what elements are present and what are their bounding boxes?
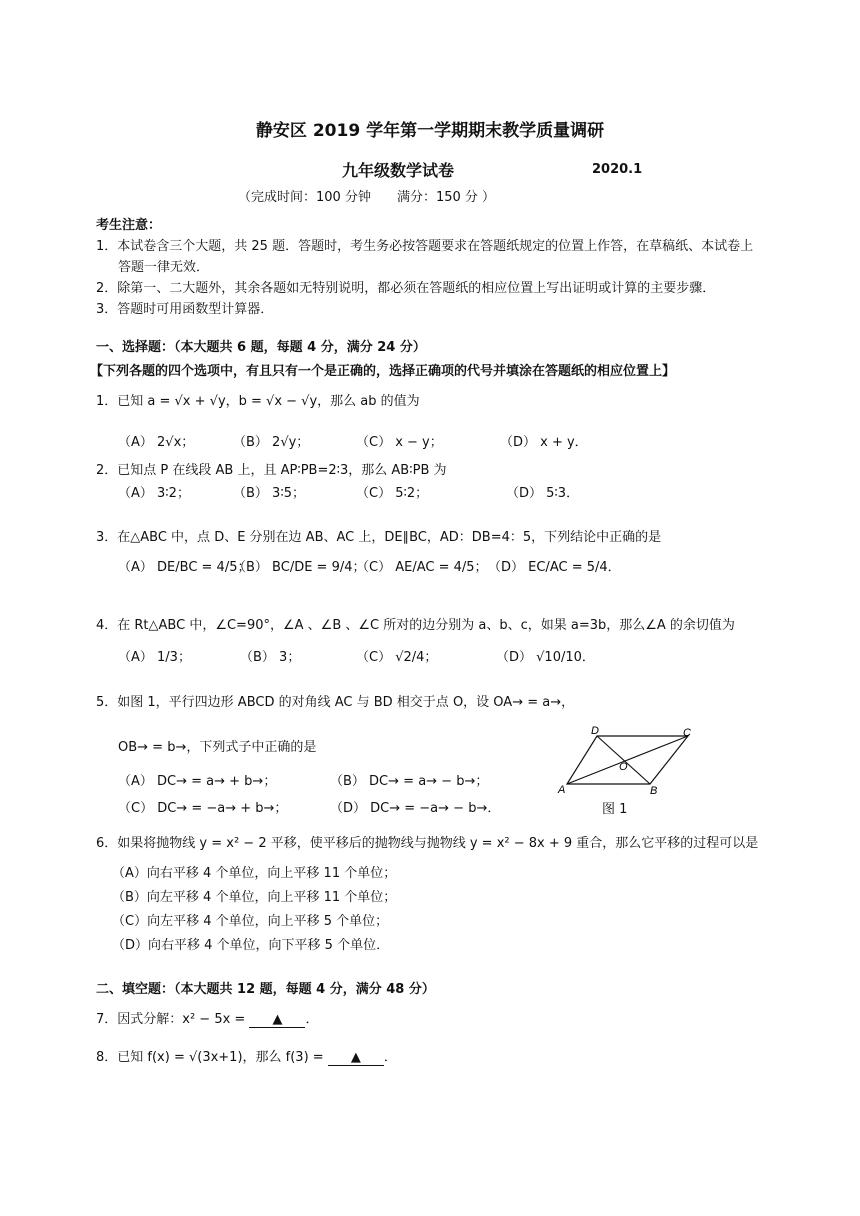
q7-stem: 7．因式分解：x² − 5x = (96, 1012, 246, 1027)
q8-stem: 8．已知 f(x) = √(3x+1)，那么 f(3) = (96, 1050, 324, 1065)
q4-option-a: （A） 1/3； (118, 650, 191, 665)
note-1: 1．本试卷含三个大题，共 25 题．答题时，考生务必按答题要求在答题纸规定的位置上作答，在草稿纸、本试卷上 (96, 239, 754, 254)
exam-subtitle: 九年级数学试卷 (342, 161, 455, 180)
page-title: 静安区 2019 学年第一学期期末教学质量调研 (255, 121, 605, 141)
q3-stem: 3．在△ABC 中，点 D、E 分别在边 AB、AC 上，DE∥BC，AD：DB=4：5，下列结论中正确的是 (96, 530, 662, 545)
q5-stem-2: OB→ = b→，下列式子中正确的是 (118, 740, 317, 755)
figure-caption: 图 1 (602, 802, 628, 817)
notes-heading: 考生注意： (96, 218, 162, 233)
exam-date: 2020.1 (592, 162, 643, 177)
label-b: B (650, 785, 658, 797)
label-a: A (558, 784, 566, 796)
q7-end: ． (305, 1012, 319, 1027)
q6-option-c: （C）向左平移 4 个单位，向上平移 5 个单位； (112, 914, 389, 929)
q3-option-d: （D） EC/AC = 5/4． (488, 560, 621, 575)
diagonal-ac (567, 736, 688, 784)
q2-stem: 2．已知点 P 在线段 AB 上，且 AP∶PB=2∶3，那么 AB∶PB 为 (96, 463, 447, 478)
section1-instruction: 【下列各题的四个选项中，有且只有一个是正确的，选择正确项的代号并填涂在答题纸的相应位置上】 (90, 364, 676, 379)
q2-option-c: （C） 5∶2； (356, 486, 429, 501)
q6-stem: 6．如果将抛物线 y = x² − 2 平移，使平移后的抛物线与抛物线 y = x² − 8x + 9 重合，那么它平移的过程可以是 (96, 836, 759, 851)
q4-option-c: （C） √2/4； (356, 650, 438, 665)
label-o: O (619, 761, 628, 773)
q5-option-d: （D） DC→ = −a→ − b→． (330, 801, 501, 816)
q2-option-d: （D） 5∶3． (506, 486, 580, 501)
q6-option-a: （A）向右平移 4 个单位，向上平移 11 个单位； (112, 866, 397, 881)
q7-answer-blank: ▲ (249, 1012, 305, 1028)
q4-option-d: （D） √10/10． (496, 650, 595, 665)
q1-stem: 1．已知 a = √x + √y，b = √x − √y，那么 ab 的值为 (96, 394, 420, 409)
q8-end: ． (383, 1050, 397, 1065)
time-info: （完成时间：100 分钟 满分：150 分 ） (238, 190, 496, 205)
q5-option-b: （B） DC→ = a→ − b→； (330, 774, 489, 789)
q4-option-b: （B） 3； (240, 650, 301, 665)
q6-option-d: （D）向右平移 4 个单位，向下平移 5 个单位． (112, 938, 390, 953)
diagonal-bd (597, 736, 650, 784)
label-d: D (591, 725, 599, 737)
q1-option-b: （B） 2√y； (233, 435, 310, 450)
q1-option-a: （A） 2√x； (118, 435, 195, 450)
parallelogram-figure (555, 724, 705, 800)
q3-option-a: （A） DE/BC = 4/5； (118, 560, 251, 575)
note-1-cont: 答题一律无效． (118, 260, 210, 275)
note-3: 3．答题时可用函数型计算器． (96, 302, 274, 317)
q1-option-c: （C） x − y； (356, 435, 443, 450)
q2-option-b: （B） 3∶5； (233, 486, 305, 501)
section2-heading: 二、填空题：（本大题共 12 题，每题 4 分，满分 48 分） (96, 982, 435, 997)
q4-stem: 4．在 Rt△ABC 中，∠C=90°，∠A 、∠B 、∠C 所对的边分别为 a、b、c，如果 a=3b，那么∠A 的余切值为 (96, 618, 735, 633)
q3-option-c: （C） AE/AC = 4/5； (356, 560, 488, 575)
q8-line (96, 1046, 397, 1066)
q6-option-b: （B）向左平移 4 个单位，向上平移 11 个单位； (112, 890, 397, 905)
q5-stem-1: 5．如图 1，平行四边形 ABCD 的对角线 AC 与 BD 相交于点 O，设 OA→ = a→， (96, 695, 575, 710)
label-c: C (683, 727, 691, 739)
q8-answer-blank: ▲ (328, 1050, 384, 1066)
q2-option-a: （A） 3∶2； (118, 486, 190, 501)
q5-option-a: （A） DC→ = a→ + b→； (118, 774, 277, 789)
q1-option-d: （D） x + y． (500, 435, 588, 450)
q5-option-c: （C） DC→ = −a→ + b→； (118, 801, 288, 816)
q7-line (96, 1008, 318, 1028)
q3-option-b: （B） BC/DE = 9/4； (233, 560, 366, 575)
section1-heading: 一、选择题：（本大题共 6 题，每题 4 分，满分 24 分） (96, 340, 426, 355)
note-2: 2．除第一、二大题外，其余各题如无特别说明，都必须在答题纸的相应位置上写出证明或计算的主要步骤． (96, 281, 716, 296)
